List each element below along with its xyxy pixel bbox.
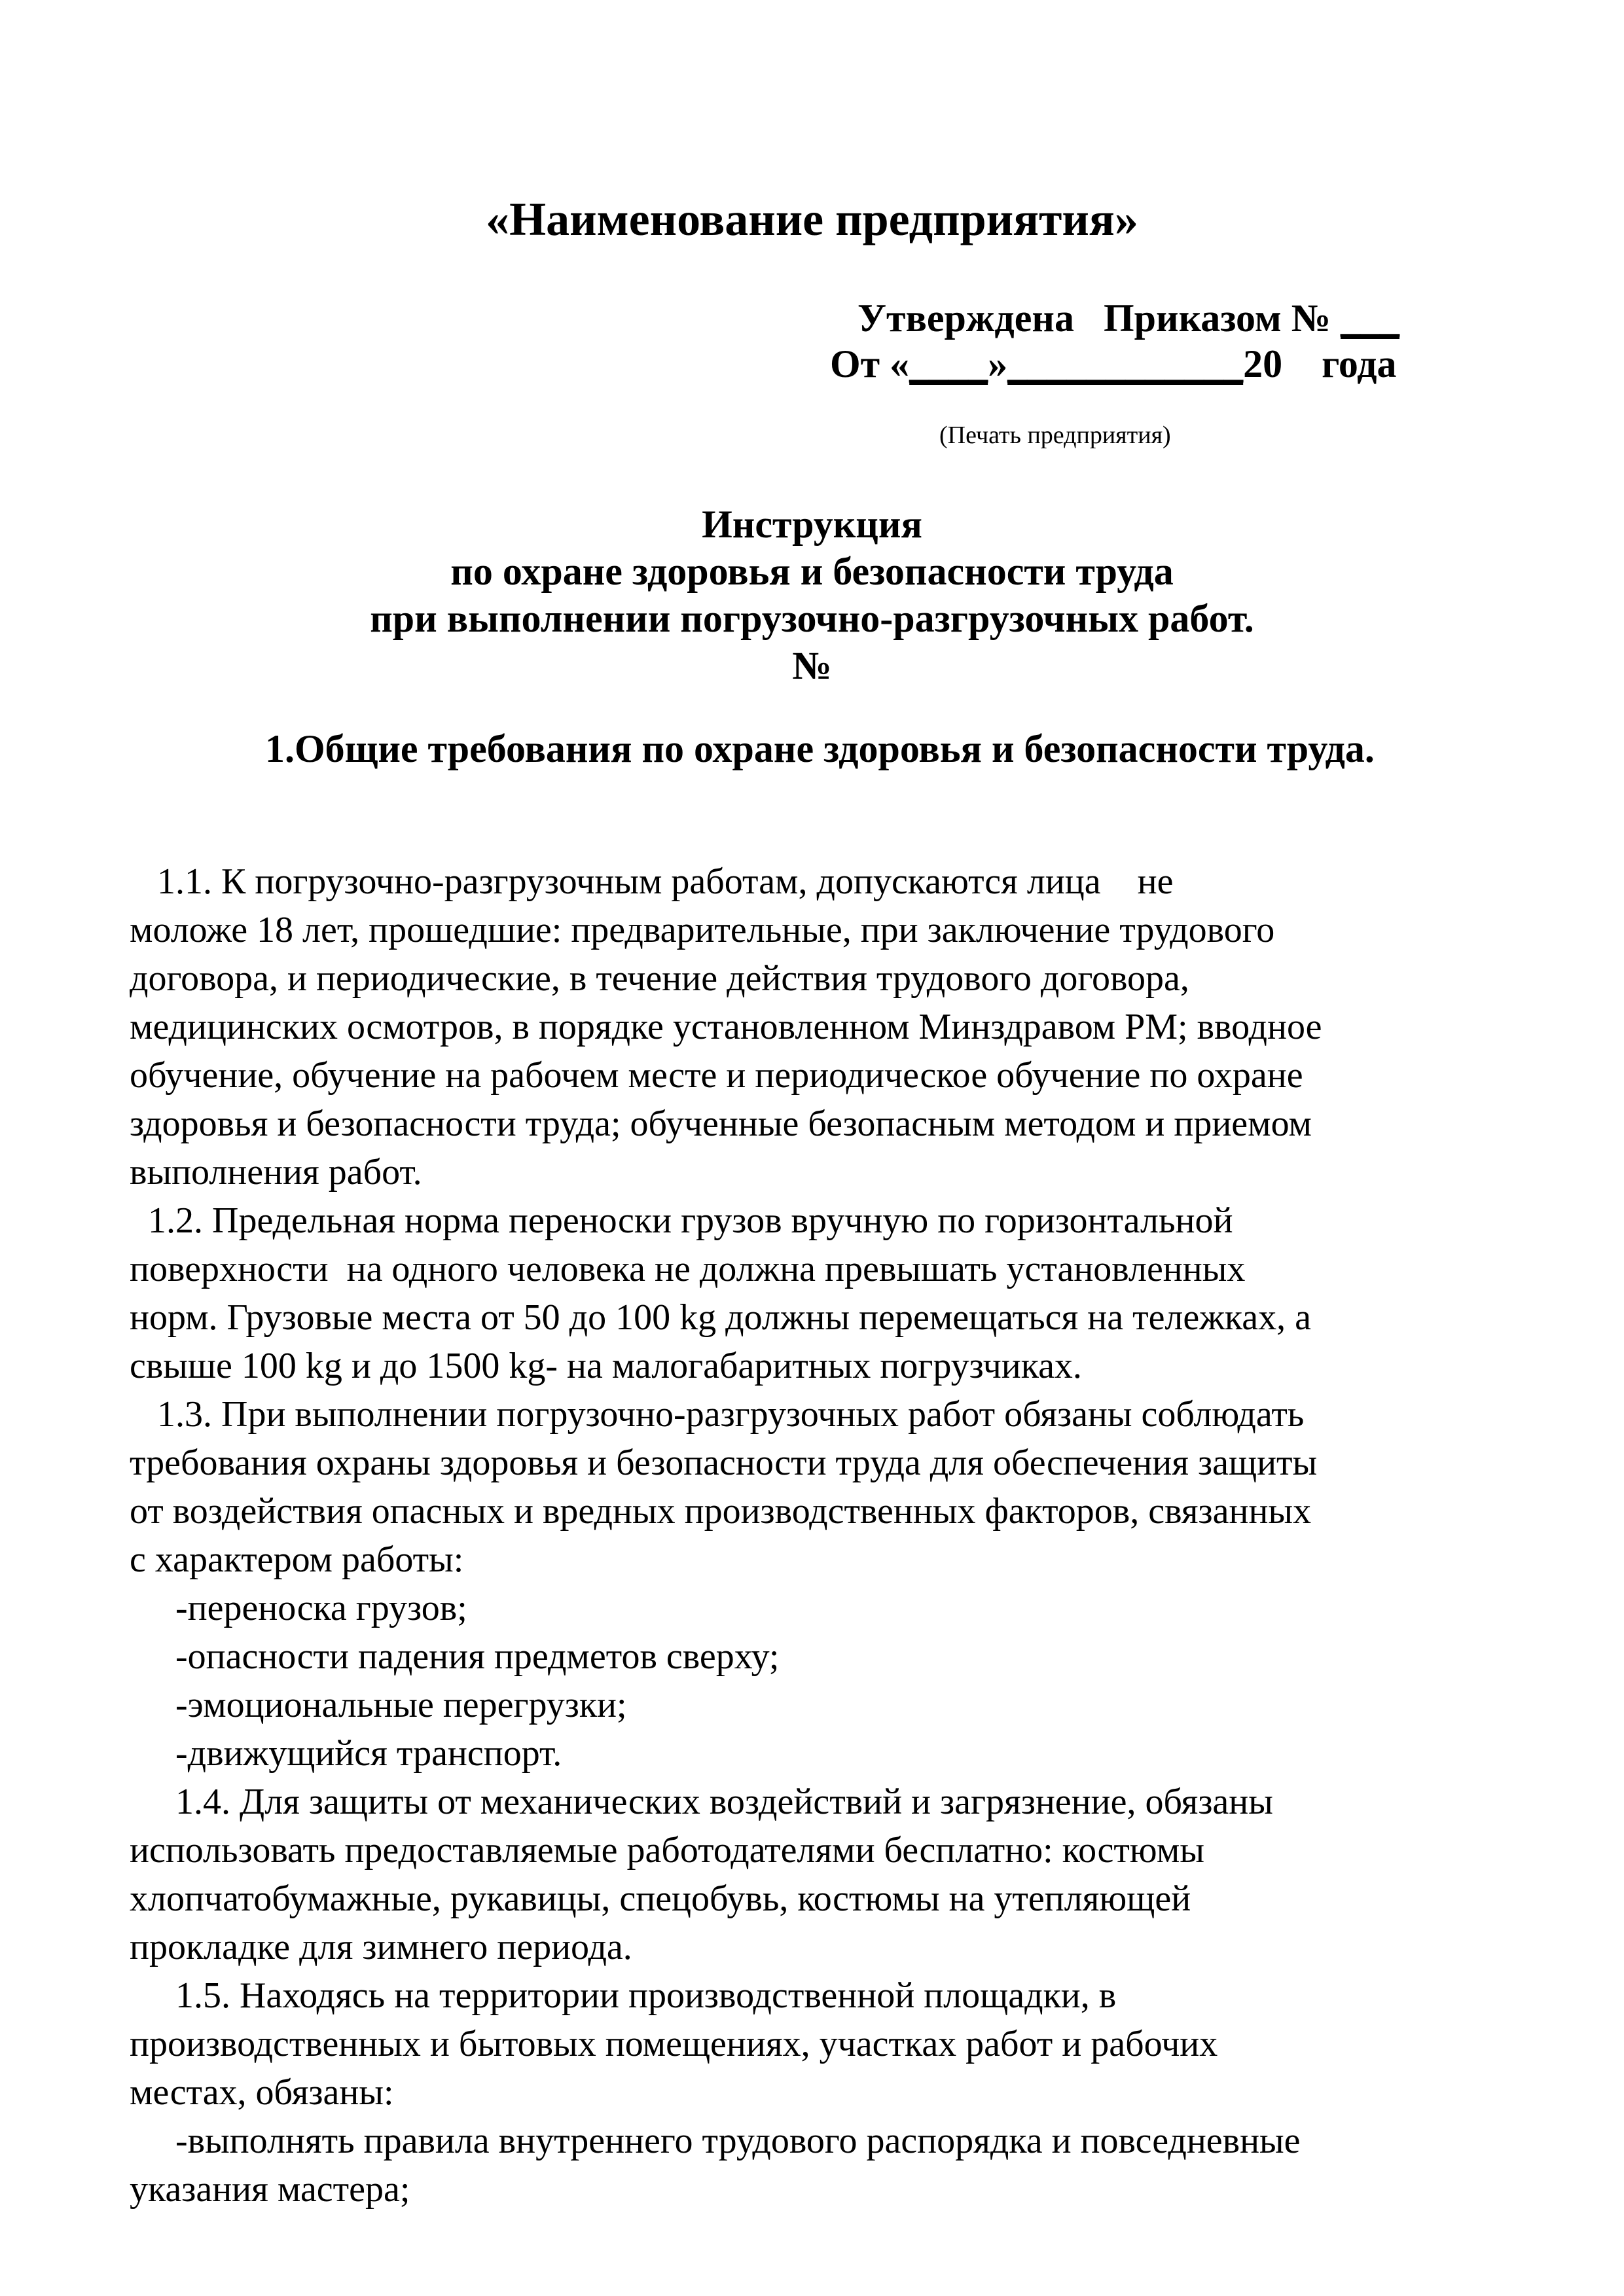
title-line-2: по охране здоровья и безопасности труда [450,550,1174,593]
order-number-blank: ___ [1341,296,1400,340]
body-line: -движущийся транспорт. [130,1733,562,1774]
body-line: указания мастера; [130,2169,410,2210]
body-line: договора, и периодические, в течение действия трудового договора, [130,958,1189,999]
section-1-heading: 1.Общие требования по охране здоровья и безопасности труда. [265,727,1375,770]
approval-line-1 [857,295,1399,342]
body-line: -выполнять правила внутреннего трудового распорядка и повседневные [130,2121,1301,2161]
document-title [0,501,1624,689]
body-line: обучение, обучение на рабочем месте и периодическое обучение по охране [130,1055,1303,1096]
body-line: поверхности на одного человека не должна превышать установленных [130,1249,1246,1289]
body-line: -опасности падения предметов сверху; [130,1636,780,1677]
body-line: 1.4. Для защиты от механических воздействий и загрязнение, обязаны [130,1782,1273,1822]
body-line: хлопчатобумажные, рукавицы, спецобувь, костюмы на утепляющей [130,1878,1191,1919]
body-line: местах, обязаны: [130,2072,394,2113]
date-quote-close: » [988,342,1008,386]
body-line: моложе 18 лет, прошедшие: предварительные, при заключение трудового [130,910,1275,950]
body-line: норм. Грузовые места от 50 до 100 kg должны перемещаться на тележках, а [130,1297,1311,1338]
body-line: выполнения работ. [130,1152,422,1193]
section-1-body [130,857,1465,2214]
date-month-blank: ____________ [1007,342,1244,386]
body-line: использовать предоставляемые работодателями бесплатно: костюмы [130,1830,1204,1871]
approval-text: Утверждена Приказом № [857,296,1341,340]
body-line: требования охраны здоровья и безопасности труда для обеспечения защиты [130,1443,1318,1483]
approval-line-2 [830,340,1397,387]
organization-name: «Наименование предприятия» [486,193,1138,245]
body-line: 1.5. Находясь на территории производственной площадки, в [130,1975,1117,2016]
title-line-3: при выполнении погрузочно-разгрузочных работ. [370,597,1254,640]
body-line: медицинских осмотров, в порядке установленном Минздравом РМ; вводное [130,1007,1322,1047]
date-prefix: От « [830,342,910,386]
body-line: производственных и бытовых помещениях, участках работ и рабочих [130,2024,1218,2064]
date-day-blank: ____ [909,342,988,386]
body-line: с характером работы: [130,1539,464,1580]
body-line: здоровья и безопасности труда; обученные безопасным методом и приемом [130,1103,1312,1144]
body-line: 1.1. К погрузочно-разгрузочным работам, допускаются лица не [130,861,1174,902]
body-line: от воздействия опасных и вредных производственных факторов, связанных [130,1491,1312,1532]
title-line-4: № [792,644,832,687]
body-line: -эмоциональные перегрузки; [130,1685,627,1725]
body-line: свыше 100 kg и до 1500 kg- на малогабаритных погрузчиках. [130,1346,1082,1386]
body-line: прокладке для зимнего периода. [130,1927,632,1967]
date-year: 20 года [1243,342,1397,386]
stamp-note: (Печать предприятия) [939,422,1171,449]
title-line-1: Инструкция [702,503,922,546]
body-line: 1.2. Предельная норма переноски грузов вручную по горизонтальной [130,1200,1233,1241]
body-line: -переноска грузов; [130,1588,467,1628]
body-line: 1.3. При выполнении погрузочно-разгрузочных работ обязаны соблюдать [130,1394,1305,1435]
